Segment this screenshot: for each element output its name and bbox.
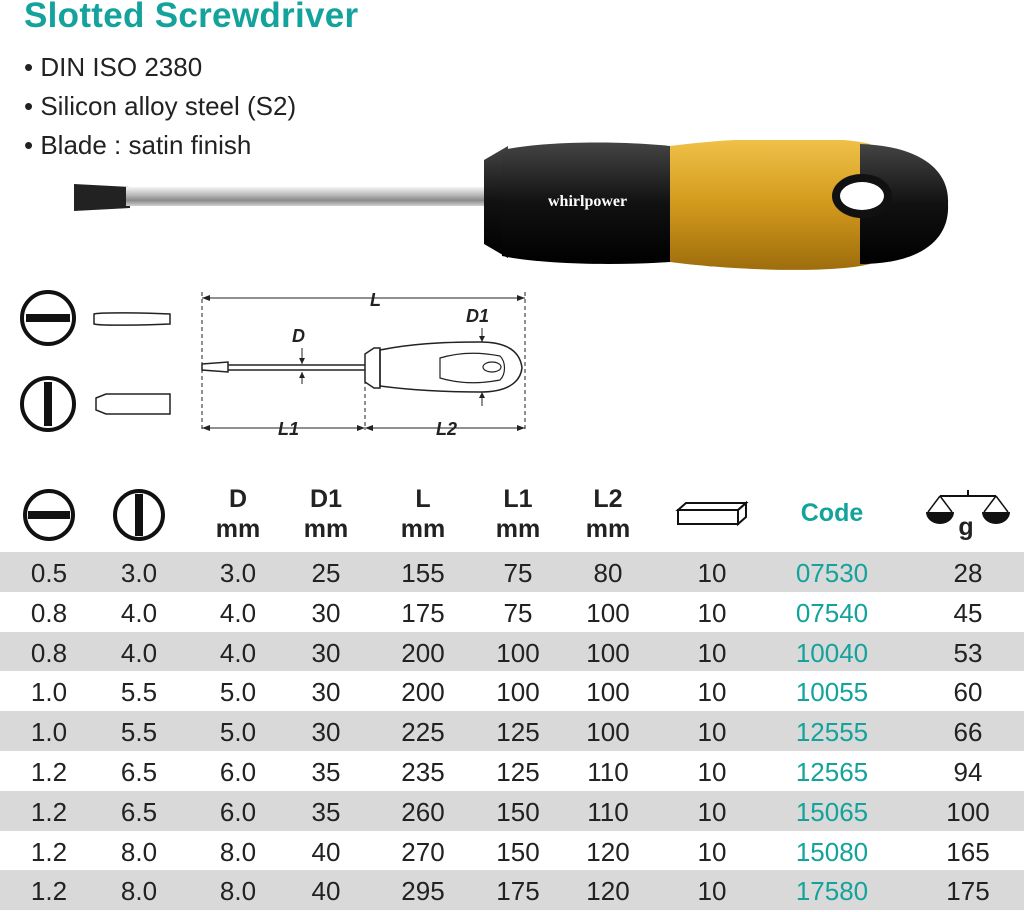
header-weight-unit: g	[958, 513, 974, 541]
header-L2: L2 mm	[585, 485, 631, 543]
table-cell: 200	[401, 637, 445, 668]
table-cell: 175	[496, 876, 540, 907]
table-cell: 30	[311, 677, 341, 708]
table-cell: 10	[697, 637, 727, 668]
table-cell: 100	[586, 717, 630, 748]
table-cell: 3.0	[120, 558, 158, 588]
table-cell: 8.0	[120, 876, 158, 907]
table-cell: 8.0	[219, 876, 257, 907]
table-cell: 4.0	[219, 597, 257, 628]
table-cell: 5.5	[120, 717, 158, 748]
screwdriver-image	[70, 140, 950, 270]
table-cell: 80	[593, 558, 623, 588]
header-L: L mm	[400, 485, 446, 543]
table-cell: 35	[311, 796, 341, 827]
box-icon	[674, 500, 750, 528]
table-cell: 0.8	[30, 637, 68, 668]
product-code: 07530	[795, 558, 869, 588]
label-L1: L1	[278, 419, 300, 439]
table-row	[0, 711, 1024, 751]
header-code: Code	[800, 499, 864, 527]
header-D: D mm	[215, 485, 261, 543]
table-cell: 35	[311, 756, 341, 787]
table-cell: 30	[311, 637, 341, 668]
table-row	[0, 671, 1024, 711]
table-cell: 175	[401, 597, 445, 628]
table-cell: 0.8	[30, 597, 68, 628]
product-code: 10055	[795, 677, 869, 708]
table-cell: 66	[953, 717, 983, 748]
table-cell: 200	[401, 677, 445, 708]
table-cell: 25	[311, 558, 341, 588]
slot-vertical-icon	[112, 488, 166, 542]
product-code: 07540	[795, 597, 869, 628]
table-cell: 28	[953, 558, 983, 588]
product-code: 15065	[795, 796, 869, 827]
table-cell: 10	[697, 677, 727, 708]
table-cell: 1.0	[30, 677, 68, 708]
table-cell: 6.5	[120, 756, 158, 787]
label-L: L	[370, 290, 381, 310]
table-cell: 10	[697, 796, 727, 827]
table-cell: 75	[503, 597, 533, 628]
table-cell: 150	[496, 836, 540, 867]
label-D: D	[292, 326, 305, 346]
table-cell: 75	[503, 558, 533, 588]
table-cell: 4.0	[120, 637, 158, 668]
table-cell: 175	[946, 876, 990, 907]
table-row	[0, 870, 1024, 910]
table-cell: 4.0	[120, 597, 158, 628]
table-cell: 225	[401, 717, 445, 748]
product-code: 10040	[795, 637, 869, 668]
table-cell: 10	[697, 876, 727, 907]
table-cell: 125	[496, 717, 540, 748]
table-cell: 260	[401, 796, 445, 827]
table-cell: 30	[311, 717, 341, 748]
table-row	[0, 592, 1024, 632]
spec-table	[0, 552, 1024, 910]
dimension-diagram	[0, 280, 560, 450]
table-cell: 40	[311, 836, 341, 867]
header-L1: L1 mm	[495, 485, 541, 543]
product-code: 15080	[795, 836, 869, 867]
label-D1: D1	[466, 306, 490, 326]
table-cell: 3.0	[219, 558, 257, 588]
table-cell: 270	[401, 836, 445, 867]
table-cell: 1.2	[30, 836, 68, 867]
product-code: 12565	[795, 756, 869, 787]
table-cell: 0.5	[30, 558, 68, 588]
table-row	[0, 552, 1024, 592]
table-cell: 6.0	[219, 756, 257, 787]
table-cell: 6.5	[120, 796, 158, 827]
table-cell: 155	[401, 558, 445, 588]
slot-horizontal-icon	[22, 488, 76, 542]
table-cell: 125	[496, 756, 540, 787]
table-row	[0, 751, 1024, 791]
table-cell: 6.0	[219, 796, 257, 827]
table-cell: 5.0	[219, 717, 257, 748]
table-cell: 10	[697, 717, 727, 748]
table-row	[0, 632, 1024, 672]
table-cell: 100	[496, 637, 540, 668]
table-cell: 53	[953, 637, 983, 668]
table-cell: 235	[401, 756, 445, 787]
feature-item: • Blade : satin finish	[24, 126, 296, 165]
table-cell: 10	[697, 756, 727, 787]
table-cell: 94	[953, 756, 983, 787]
table-cell: 8.0	[219, 836, 257, 867]
table-cell: 4.0	[219, 637, 257, 668]
table-cell: 100	[586, 677, 630, 708]
table-cell: 100	[496, 677, 540, 708]
feature-item: • Silicon alloy steel (S2)	[24, 87, 296, 126]
table-cell: 8.0	[120, 836, 158, 867]
table-cell: 1.2	[30, 876, 68, 907]
table-cell: 100	[946, 796, 990, 827]
table-cell: 5.0	[219, 677, 257, 708]
table-cell: 295	[401, 876, 445, 907]
table-cell: 120	[586, 836, 630, 867]
table-cell: 1.0	[30, 717, 68, 748]
table-cell: 5.5	[120, 677, 158, 708]
slot-horizontal-icon	[22, 292, 74, 344]
table-cell: 1.2	[30, 796, 68, 827]
slot-vertical-icon	[22, 378, 74, 430]
table-cell: 30	[311, 597, 341, 628]
product-code: 12555	[795, 717, 869, 748]
table-cell: 110	[587, 796, 629, 827]
table-cell: 100	[586, 637, 630, 668]
table-cell: 45	[953, 597, 983, 628]
table-row	[0, 831, 1024, 871]
table-cell: 60	[953, 677, 983, 708]
brand-logo: whirlpower	[548, 193, 628, 210]
product-code: 17580	[795, 876, 869, 907]
page-title: Slotted Screwdriver	[24, 0, 359, 35]
table-cell: 110	[587, 756, 629, 787]
table-cell: 100	[586, 597, 630, 628]
feature-item: • DIN ISO 2380	[24, 48, 296, 87]
table-cell: 120	[586, 876, 630, 907]
header-D1: D1 mm	[303, 485, 349, 543]
table-cell: 10	[697, 836, 727, 867]
table-cell: 165	[946, 836, 990, 867]
table-row	[0, 791, 1024, 831]
label-L2: L2	[436, 419, 458, 439]
table-cell: 150	[496, 796, 540, 827]
table-cell: 1.2	[30, 756, 68, 787]
table-cell: 40	[311, 876, 341, 907]
table-cell: 10	[697, 597, 727, 628]
table-cell: 10	[697, 558, 727, 588]
